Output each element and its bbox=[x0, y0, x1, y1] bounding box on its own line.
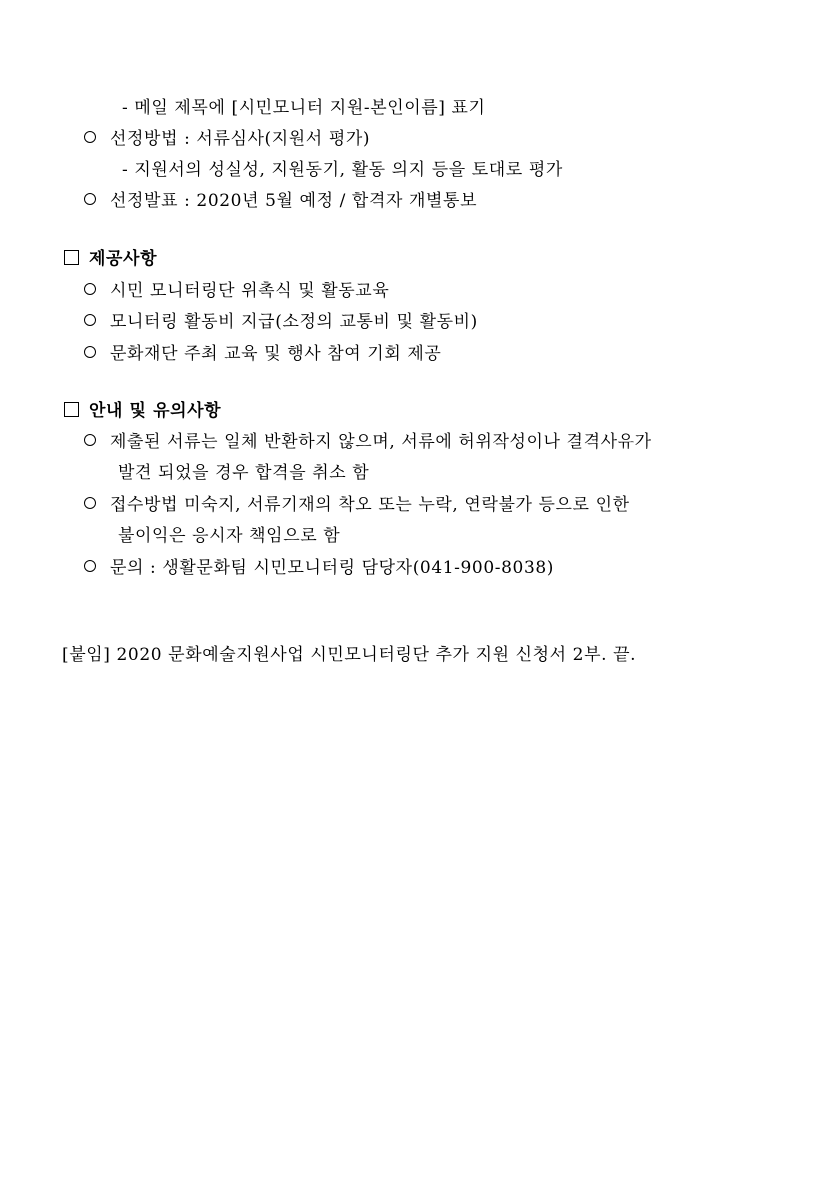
circle-bullet-icon bbox=[84, 283, 96, 295]
selection-method-item bbox=[84, 127, 370, 151]
selection-announcement-item bbox=[84, 189, 477, 213]
benefits-heading bbox=[64, 247, 157, 271]
notice-heading-text: 안내 및 유의사항 bbox=[89, 401, 222, 421]
notice-contact-text: 문의 : 생활문화팀 시민모니터링 담당자(041-900-8038) bbox=[110, 558, 555, 578]
benefits-heading-text: 제공사항 bbox=[89, 249, 158, 269]
notice-item-text: 제출된 서류는 일체 반환하지 않으며, 서류에 허위작성이나 결격사유가 bbox=[110, 432, 652, 452]
email-subject-note: - 메일 제목에 [시민모니터 지원-본인이름] 표기 bbox=[122, 98, 486, 118]
circle-bullet-icon bbox=[84, 346, 96, 358]
notice-heading bbox=[64, 399, 221, 423]
notice-item bbox=[84, 493, 630, 517]
selection-method-detail: - 지원서의 성실성, 지원동기, 활동 의지 등을 토대로 평가 bbox=[122, 160, 563, 180]
circle-bullet-icon bbox=[84, 193, 96, 205]
benefit-item bbox=[84, 279, 389, 303]
circle-bullet-icon bbox=[84, 560, 96, 572]
notice-item bbox=[84, 556, 554, 580]
attachment-note: [붙임] 2020 문화예술지원사업 시민모니터링단 추가 지원 신청서 2부. 끝. bbox=[62, 645, 637, 665]
notice-item bbox=[84, 430, 652, 454]
circle-bullet-icon bbox=[84, 131, 96, 143]
selection-announcement-text: 선정발표 : 2020년 5월 예정 / 합격자 개별통보 bbox=[110, 191, 478, 211]
notice-item-continuation: 불이익은 응시자 책임으로 함 bbox=[118, 526, 341, 546]
circle-bullet-icon bbox=[84, 434, 96, 446]
selection-method-text: 선정방법 : 서류심사(지원서 평가) bbox=[110, 129, 371, 149]
circle-bullet-icon bbox=[84, 497, 96, 509]
circle-bullet-icon bbox=[84, 314, 96, 326]
benefit-item-text: 시민 모니터링단 위촉식 및 활동교육 bbox=[110, 281, 390, 301]
checkbox-square-icon bbox=[64, 250, 79, 265]
notice-item-text: 접수방법 미숙지, 서류기재의 착오 또는 누락, 연락불가 등으로 인한 bbox=[110, 495, 630, 515]
benefit-item bbox=[84, 342, 441, 366]
benefit-item-text: 모니터링 활동비 지급(소정의 교통비 및 활동비) bbox=[110, 312, 478, 332]
checkbox-square-icon bbox=[64, 402, 79, 417]
notice-item-continuation: 발견 되었을 경우 합격을 취소 함 bbox=[118, 463, 370, 483]
benefit-item bbox=[84, 310, 478, 334]
benefit-item-text: 문화재단 주최 교육 및 행사 참여 기회 제공 bbox=[110, 344, 442, 364]
